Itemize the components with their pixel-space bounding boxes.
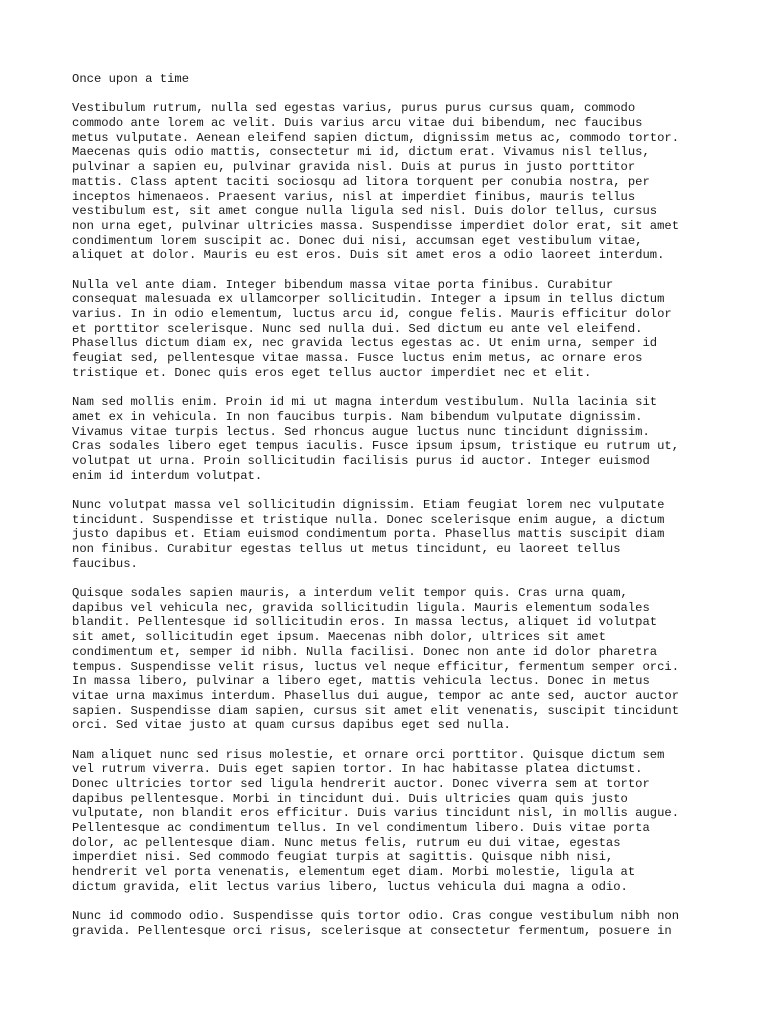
text-line: varius. In in odio elementum, luctus arcu id, congue felis. Mauris efficitur dolor bbox=[72, 307, 672, 322]
text-line: vel rutrum viverra. Duis eget sapien tortor. In hac habitasse platea dictumst. bbox=[72, 762, 643, 777]
text-line: pulvinar a sapien eu, pulvinar gravida nisl. Duis at purus in justo porttitor bbox=[72, 160, 636, 175]
document-title: Once upon a time bbox=[72, 72, 190, 86]
text-line: In massa libero, pulvinar a libero eget, mattis vehicula lectus. Donec in metus bbox=[72, 674, 650, 689]
text-line: commodo ante lorem ac velit. Duis varius arcu vitae dui bibendum, nec faucibus bbox=[72, 116, 643, 131]
text-line: volutpat ut urna. Proin sollicitudin facilisis purus id auctor. Integer euismod bbox=[72, 453, 650, 468]
text-line: Nam sed mollis enim. Proin id mi ut magna interdum vestibulum. Nulla lacinia sit bbox=[72, 395, 658, 410]
text-line: vulputate, non blandit eros efficitur. Duis varius tincidunt nisl, in mollis augue. bbox=[72, 806, 680, 821]
text-line: Nunc id commodo odio. Suspendisse quis tortor odio. Cras congue vestibulum nibh non bbox=[72, 909, 680, 924]
paragraph bbox=[72, 748, 712, 895]
text-line: non urna eget, pulvinar ultricies massa. Suspendisse imperdiet dolor erat, sit amet bbox=[72, 218, 680, 233]
text-line: Maecenas quis odio mattis, consectetur mi id, dictum erat. Vivamus nisl tellus, bbox=[72, 145, 650, 160]
text-line: consequat malesuada ex ullamcorper sollicitudin. Integer a ipsum in tellus dictum bbox=[72, 292, 665, 307]
paragraph bbox=[72, 498, 712, 571]
text-line: Nunc volutpat massa vel sollicitudin dignissim. Etiam feugiat lorem nec vulputate bbox=[72, 497, 665, 512]
text-line: imperdiet nisi. Sed commodo feugiat turpis at sagittis. Quisque nibh nisi, bbox=[72, 850, 614, 865]
text-line: mattis. Class aptent taciti sociosqu ad litora torquent per conubia nostra, per bbox=[72, 174, 650, 189]
text-line: dictum gravida, elit lectus varius libero, luctus vehicula dui magna a odio. bbox=[72, 879, 628, 894]
text-line: vestibulum est, sit amet congue nulla ligula sed nisl. Duis dolor tellus, cursus bbox=[72, 204, 658, 219]
paragraph bbox=[72, 909, 712, 938]
text-line: Nulla vel ante diam. Integer bibendum massa vitae porta finibus. Curabitur bbox=[72, 277, 614, 292]
text-line: justo dapibus et. Etiam euismod condimentum porta. Phasellus mattis suscipit diam bbox=[72, 527, 665, 542]
text-line: blandit. Pellentesque id sollicitudin eros. In massa lectus, aliquet id volutpat bbox=[72, 615, 658, 630]
paragraph bbox=[72, 278, 712, 381]
text-line: enim id interdum volutpat. bbox=[72, 468, 263, 483]
paragraph bbox=[72, 101, 712, 263]
text-line: amet ex in vehicula. In non faucibus turpis. Nam bibendum vulputate dignissim. bbox=[72, 409, 643, 424]
text-line: metus vulputate. Aenean eleifend sapien dictum, dignissim metus ac, commodo tortor. bbox=[72, 130, 680, 145]
text-line: dapibus pellentesque. Morbi in tincidunt dui. Duis ultricies quam quis justo bbox=[72, 791, 628, 806]
text-line: sapien. Suspendisse diam sapien, cursus sit amet elit venenatis, suscipit tincidunt bbox=[72, 703, 680, 718]
text-line: Vestibulum rutrum, nulla sed egestas varius, purus purus cursus quam, commodo bbox=[72, 101, 636, 116]
text-line: condimentum et, semper id nibh. Nulla facilisi. Donec non ante id dolor pharetra bbox=[72, 644, 658, 659]
text-line: Phasellus dictum diam ex, nec gravida lectus egestas ac. Ut enim urna, semper id bbox=[72, 336, 658, 351]
text-line: Vivamus vitae turpis lectus. Sed rhoncus augue luctus nunc tincidunt dignissim. bbox=[72, 424, 650, 439]
text-line: hendrerit vel porta venenatis, elementum eget diam. Morbi molestie, ligula at bbox=[72, 865, 636, 880]
text-line: Nam aliquet nunc sed risus molestie, et ornare orci porttitor. Quisque dictum sem bbox=[72, 747, 665, 762]
text-line: inceptos himenaeos. Praesent varius, nisl at imperdiet finibus, mauris tellus bbox=[72, 189, 636, 204]
text-line: dolor, ac pellentesque diam. Nunc metus felis, rutrum eu dui vitae, egestas bbox=[72, 835, 621, 850]
text-line: tristique et. Donec quis eros eget tellus auctor imperdiet nec et elit. bbox=[72, 365, 592, 380]
text-line: gravida. Pellentesque orci risus, scelerisque at consectetur fermentum, posuere in bbox=[72, 923, 672, 938]
document-body bbox=[72, 101, 712, 938]
text-line: aliquet at dolor. Mauris eu est eros. Duis sit amet eros a odio laoreet interdum. bbox=[72, 248, 665, 263]
text-line: Donec ultricies tortor sed ligula hendrerit auctor. Donec viverra sem at tortor bbox=[72, 777, 650, 792]
text-line: Quisque sodales sapien mauris, a interdum velit tempor quis. Cras urna quam, bbox=[72, 586, 628, 601]
text-line: et porttitor scelerisque. Nunc sed nulla dui. Sed dictum eu ante vel eleifend. bbox=[72, 321, 643, 336]
text-line: condimentum lorem suscipit ac. Donec dui nisi, accumsan eget vestibulum vitae, bbox=[72, 233, 643, 248]
text-line: Cras sodales libero eget tempus iaculis. Fusce ipsum ipsum, tristique eu rutrum ut, bbox=[72, 439, 680, 454]
text-line: faucibus. bbox=[72, 556, 138, 571]
text-line: tempus. Suspendisse velit risus, luctus vel neque efficitur, fermentum semper orci. bbox=[72, 659, 680, 674]
document-page bbox=[72, 72, 712, 953]
text-line: dapibus vel vehicula nec, gravida sollicitudin ligula. Mauris elementum sodales bbox=[72, 600, 650, 615]
text-line: non finibus. Curabitur egestas tellus ut metus tincidunt, eu laoreet tellus bbox=[72, 542, 621, 557]
text-line: sit amet, sollicitudin eget ipsum. Maecenas nibh dolor, ultrices sit amet bbox=[72, 630, 606, 645]
text-line: orci. Sed vitae justo at quam cursus dapibus eget sed nulla. bbox=[72, 718, 511, 733]
text-line: tincidunt. Suspendisse et tristique nulla. Donec scelerisque enim augue, a dictum bbox=[72, 512, 665, 527]
text-line: Pellentesque ac condimentum tellus. In vel condimentum libero. Duis vitae porta bbox=[72, 821, 650, 836]
paragraph bbox=[72, 586, 712, 733]
text-line: feugiat sed, pellentesque vitae massa. Fusce luctus enim metus, ac ornare eros bbox=[72, 351, 643, 366]
text-line: vitae urna maximus interdum. Phasellus dui augue, tempor ac ante sed, auctor auctor bbox=[72, 688, 680, 703]
paragraph bbox=[72, 395, 712, 483]
